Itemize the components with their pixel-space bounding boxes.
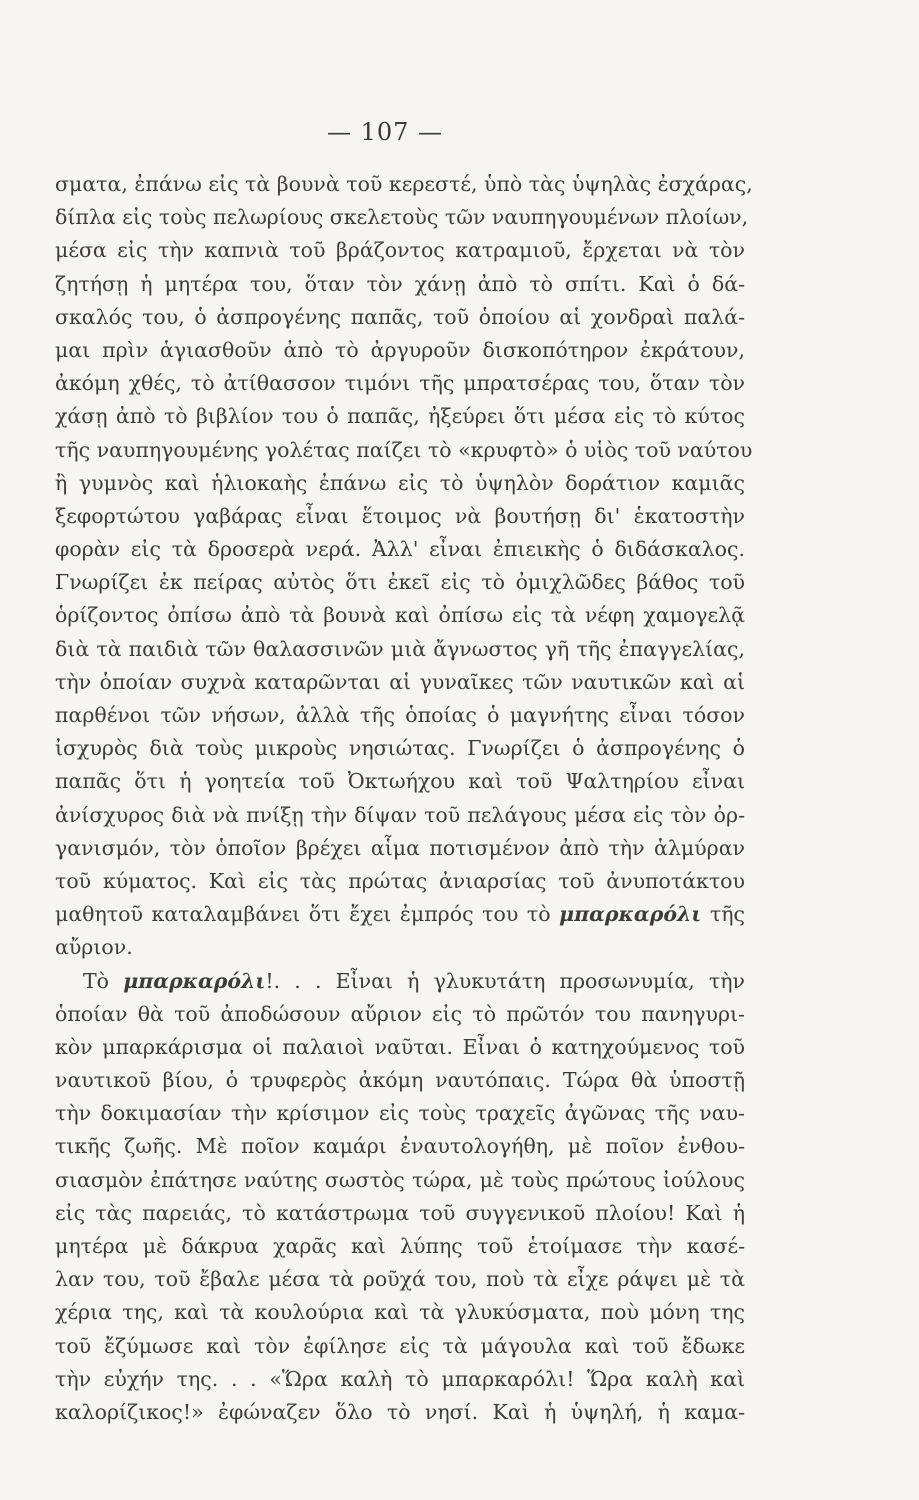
text-line: γανισμόν, τὸν ὁποῖον βρέχει αἷμα ποτισμένον ἀπὸ τὴν ἁλμύραν — [55, 835, 745, 860]
text-line: τὴν εὐχήν της. . . «Ὥρα καλὴ τὸ μπαρκαρόλι! Ὥρα καλὴ καὶ — [55, 1366, 745, 1391]
text-line: ναυτικοῦ βίου, ὁ τρυφερὸς ἀκόμη ναυτόπαις. Τώρα θὰ ὑποστῇ — [55, 1068, 745, 1093]
text-line: σιασμὸν ἐπάτησε ναύτης σωστὸς τώρα, μὲ τοὺς πρώτους ἰούλους — [55, 1167, 745, 1192]
text-line: σκαλός του, ὁ ἀσπρογένης παπᾶς, τοῦ ὁποίου αἱ χονδραὶ παλά- — [55, 304, 745, 329]
text-line: τοῦ ἔζύμωσε καὶ τὸν ἐφίλησε εἰς τὰ μάγουλα καὶ τοῦ ἔδωκε — [55, 1333, 745, 1358]
text-line: τικῆς ζωῆς. Μὲ ποῖον καμάρι ἐναυτολογήθη, μὲ ποῖον ἐνθου- — [55, 1134, 745, 1159]
text-line: μαι πρὶν ἁγιασθοῦν ἀπὸ τὸ ἀργυροῦν δισκοπότηρον ἐκράτουν, — [55, 337, 745, 362]
text-line: χάσῃ ἀπὸ τὸ βιβλίον του ὁ παπᾶς, ἠξεύρει ὅτι μέσα εἰς τὸ κύτος — [55, 404, 745, 429]
text-line: ἀνίσχυρος διὰ νὰ πνίξῃ τὴν δίψαν τοῦ πελάγους μέσα εἰς τὸν ὀρ- — [55, 802, 745, 827]
body-text — [55, 168, 753, 1429]
text-line: τοῦ κύματος. Καὶ εἰς τὰς πρώτας ἀνιαρσίας τοῦ ἀνυποτάκτου — [55, 868, 745, 893]
text-line: ὁρίζοντος ὀπίσω ἀπὸ τὰ βουνὰ καὶ ὀπίσω εἰς τὰ νέφη χαμογελᾷ — [55, 603, 745, 628]
text-line: παρθένοι τῶν νήσων, ἀλλὰ τῆς ὁποίας ὁ μαγνήτης εἶναι τόσον — [55, 703, 745, 727]
text-line: ἀκόμη χθές, τὸ ἀτίθασσον τιμόνι τῆς μπρατσέρας του, ὅταν τὸν — [55, 371, 745, 396]
paragraph-end-line: αὔριον. — [55, 935, 133, 960]
text-line: Γνωρίζει ἐκ πείρας αὐτὸς ὅτι ἐκεῖ εἰς τὸ ὀμιχλῶδες βάθος τοῦ — [55, 570, 745, 595]
text-line: τῆς ναυπηγουμένης γολέτας παίζει τὸ «κρυφτὸ» ὁ υἱὸς τοῦ ναύτου — [55, 437, 753, 462]
text-line: φορὰν εἰς τὰ δροσερὰ νερά. Ἀλλ' εἶναι ἐπιεικὴς ὁ διδάσκαλος. — [55, 537, 745, 562]
paragraph-start-line: Τὸ μπαρκαρόλι!. . . Εἶναι ἡ γλυκυτάτη προσωνυμία, τὴν — [83, 968, 745, 993]
text-line: εἰς τὰς παρειάς, τὸ κατάστρωμα τοῦ συγγενικοῦ πλοίου! Καὶ ἡ — [55, 1200, 745, 1225]
text-line: μητέρα μὲ δάκρυα χαρᾶς καὶ λύπης τοῦ ἑτοίμασε τὴν κασέ- — [55, 1234, 745, 1258]
text-line: κὸν μπαρκάρισμα οἱ παλαιοὶ ναῦται. Εἶναι ὁ κατηχούμενος τοῦ — [55, 1034, 745, 1059]
text-line: σματα, ἐπάνω εἰς τὰ βουνὰ τοῦ κερεστέ, ὑπὸ τὰς ὑψηλὰς ἐσχάρας, — [55, 172, 753, 196]
page-number: — 107 — — [326, 118, 444, 146]
text-line: μέσα εἰς τὴν καπνιὰ τοῦ βράζοντος κατραμιοῦ, ἔρχεται νὰ τὸν — [55, 238, 745, 263]
text-line: ζητήσῃ ἡ μητέρα του, ὅταν τὸν χάνῃ ἀπὸ τὸ σπίτι. Καὶ ὁ δά- — [55, 271, 745, 296]
text-line: ἰσχυρὸς διὰ τοὺς μικροὺς νησιώτας. Γνωρίζει ὁ ἀσπρογένης ὁ — [55, 736, 745, 761]
text-line: ξεφορτώτου γαβάρας εἶναι ἕτοιμος νὰ βουτήσῃ δι' ἑκατοστὴν — [55, 503, 745, 528]
text-line: χέρια της, καὶ τὰ κουλούρια καὶ τὰ γλυκύσματα, ποὺ μόνη της — [55, 1300, 745, 1325]
text-line: τὴν δοκιμασίαν τὴν κρίσιμον εἰς τοὺς τραχεῖς ἀγῶνας τῆς ναυ- — [55, 1101, 745, 1126]
text-line: ἢ γυμνὸς καὶ ἡλιοκαὴς ἐπάνω εἰς τὸ ὑψηλὸν δοράτιον καμιᾶς — [55, 470, 745, 495]
text-line: παπᾶς ὅτι ἡ γοητεία τοῦ Ὀκτωήχου καὶ τοῦ Ψαλτηρίου εἶναι — [55, 769, 745, 794]
text-line: καλορίζικος!» ἐφώναζεν ὅλο τὸ νησί. Καὶ ἡ ὑψηλή, ἡ καμα- — [55, 1399, 745, 1424]
text-line: δίπλα εἰς τοὺς πελωρίους σκελετοὺς τῶν ναυπηγουμένων πλοίων, — [55, 205, 749, 230]
text-line: τὴν ὁποίαν συχνὰ καταρῶνται αἱ γυναῖκες τῶν ναυτικῶν καὶ αἱ — [55, 669, 745, 694]
emphasized-word: μπαρκαρόλι — [559, 902, 702, 927]
text-line: διὰ τὰ παιδιὰ τῶν θαλασσινῶν μιὰ ἄγνωστος γῆ τῆς ἐπαγγελίας, — [55, 636, 745, 661]
text-line: λαν του, τοῦ ἔβαλε μέσα τὰ ροῦχά του, ποὺ τὰ εἶχε ράψει μὲ τὰ — [55, 1267, 745, 1292]
text-line-with-emphasis: μαθητοῦ καταλαμβάνει ὅτι ἔχει ἐμπρός του τὸ μπαρκαρόλι τῆς — [55, 902, 745, 927]
text-line: ὁποίαν θὰ τοῦ ἀποδώσουν αὔριον εἰς τὸ πρῶτόν του πανηγυρι- — [55, 1001, 745, 1026]
emphasized-word: μπαρκαρόλι — [123, 968, 266, 993]
